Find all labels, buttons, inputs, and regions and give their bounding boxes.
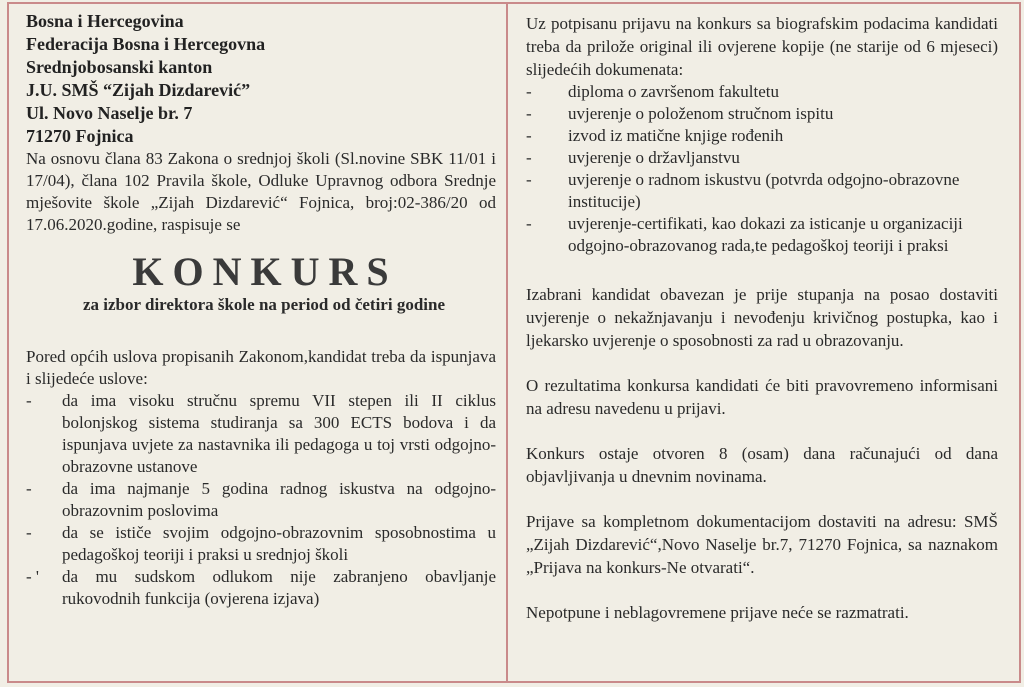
list-marker: - (526, 214, 532, 233)
list-item-text: izvod iz matične knjige rođenih (568, 126, 784, 145)
documents-intro: Uz potpisanu prijavu na konkurs sa biografskim podacima kandidati treba da prilože original ili ovjerene kopije (ne starije od 6 mjeseci) slijedećih dokumenata: (526, 14, 998, 79)
results-paragraph: O rezultatima konkursa kandidati će biti pravovremeno informisani na adresu navedenu u prijavi. (526, 376, 998, 418)
list-marker: - (526, 148, 532, 167)
requirements-list (26, 390, 496, 610)
documents-list (526, 81, 998, 257)
list-item-text: uvjerenje o državljanstvu (568, 148, 740, 167)
header-line: Ul. Novo Naselje br. 7 (26, 103, 193, 123)
list-marker: - (526, 126, 532, 145)
list-item-text: da ima visoku stručnu spremu VII stepen ili II ciklus bolonjskog sistema studiranja sa 300 ECTS bodova i da ispunjava uvjete za nastavnika ili pedagoga u toj vrsti odgojno-obrazovne ustanove (62, 391, 496, 476)
list-item (526, 81, 998, 103)
list-marker: - ' (26, 567, 39, 586)
list-item (526, 213, 998, 257)
list-item (526, 125, 998, 147)
requirements-intro: Pored općih uslova propisanih Zakonom,kandidat treba da ispunjava i slijedeće uslove: (26, 347, 496, 388)
list-item-text: da mu sudskom odlukom nije zabranjeno obavljanje rukovodnih funkcija (ovjerena izjava) (62, 567, 496, 608)
open-period-paragraph: Konkurs ostaje otvoren 8 (osam) dana računajući od dana objavljivanja u dnevnim novinama. (526, 444, 998, 486)
header-line: Bosna i Hercegovina (26, 11, 184, 31)
submission-paragraph: Prijave sa kompletnom dokumentacijom dostaviti na adresu: SMŠ „Zijah Dizdarević“,Novo Naselje br.7, 71270 Fojnica, sa naznakom „Prijava na konkurs-Ne otvarati“. (526, 512, 998, 577)
list-marker: - (526, 82, 532, 101)
right-column (526, 12, 998, 624)
list-item (526, 147, 998, 169)
list-item (26, 566, 496, 610)
header-line: 71270 Fojnica (26, 126, 134, 146)
list-marker: - (526, 170, 532, 189)
list-item-text: da se ističe svojim odgojno-obrazovnim sposobnostima u pedagoškoj teoriji i praksi u srednjoj školi (62, 523, 496, 564)
list-item (26, 390, 496, 478)
header-line: J.U. SMŠ “Zijah Dizdarević” (26, 80, 251, 100)
list-item-text: uvjerenje-certifikati, kao dokazi za isticanje u organizaciji odgojno-obrazovanog rada,te pedagoškoj teoriji i praksi (568, 214, 963, 255)
list-item (26, 478, 496, 522)
intro-paragraph: Na osnovu člana 83 Zakona o srednjoj školi (Sl.novine SBK 11/01 i 17/04), člana 102 Pravila škole, Odluke Upravnog odbora Srednje mješovite škole „Zijah Dizdarević“ Fojnica, broj:02-386/20 od 17.06.2020.godine, raspisuje se (26, 149, 496, 234)
list-marker: - (26, 391, 32, 410)
list-item (26, 522, 496, 566)
column-divider (506, 2, 508, 683)
list-item-text: diploma o završenom fakultetu (568, 82, 780, 101)
header-line: Federacija Bosna i Hercegovna (26, 34, 266, 54)
incomplete-notice: Nepotpune i neblagovremene prijave neće se razmatrati. (526, 603, 909, 622)
list-item-text: uvjerenje o položenom stručnom ispitu (568, 104, 834, 123)
list-item-text: da ima najmanje 5 godina radnog iskustva na odgojno-obrazovnim poslovima (62, 479, 496, 520)
announcement-subtitle: za izbor direktora škole na period od četiri godine (82, 295, 446, 314)
announcement-title: KONKURS (132, 249, 398, 294)
list-item-text: uvjerenje o radnom iskustvu (potvrda odgojno-obrazovne institucije) (568, 170, 960, 211)
list-item (526, 103, 998, 125)
list-marker: - (26, 479, 32, 498)
list-marker: - (526, 104, 532, 123)
list-marker: - (26, 523, 32, 542)
left-column (26, 10, 496, 610)
selected-candidate-paragraph: Izabrani kandidat obavezan je prije stupanja na posao dostaviti uvjerenje o nekažnjavanju i nevođenju krivičnog postupka, kao i ljekarsko uvjerenje o sposobnosti za rad u obrazovanju. (526, 285, 998, 350)
institution-header (26, 10, 496, 148)
header-line: Srednjobosanski kanton (26, 57, 213, 77)
list-item (526, 169, 998, 213)
